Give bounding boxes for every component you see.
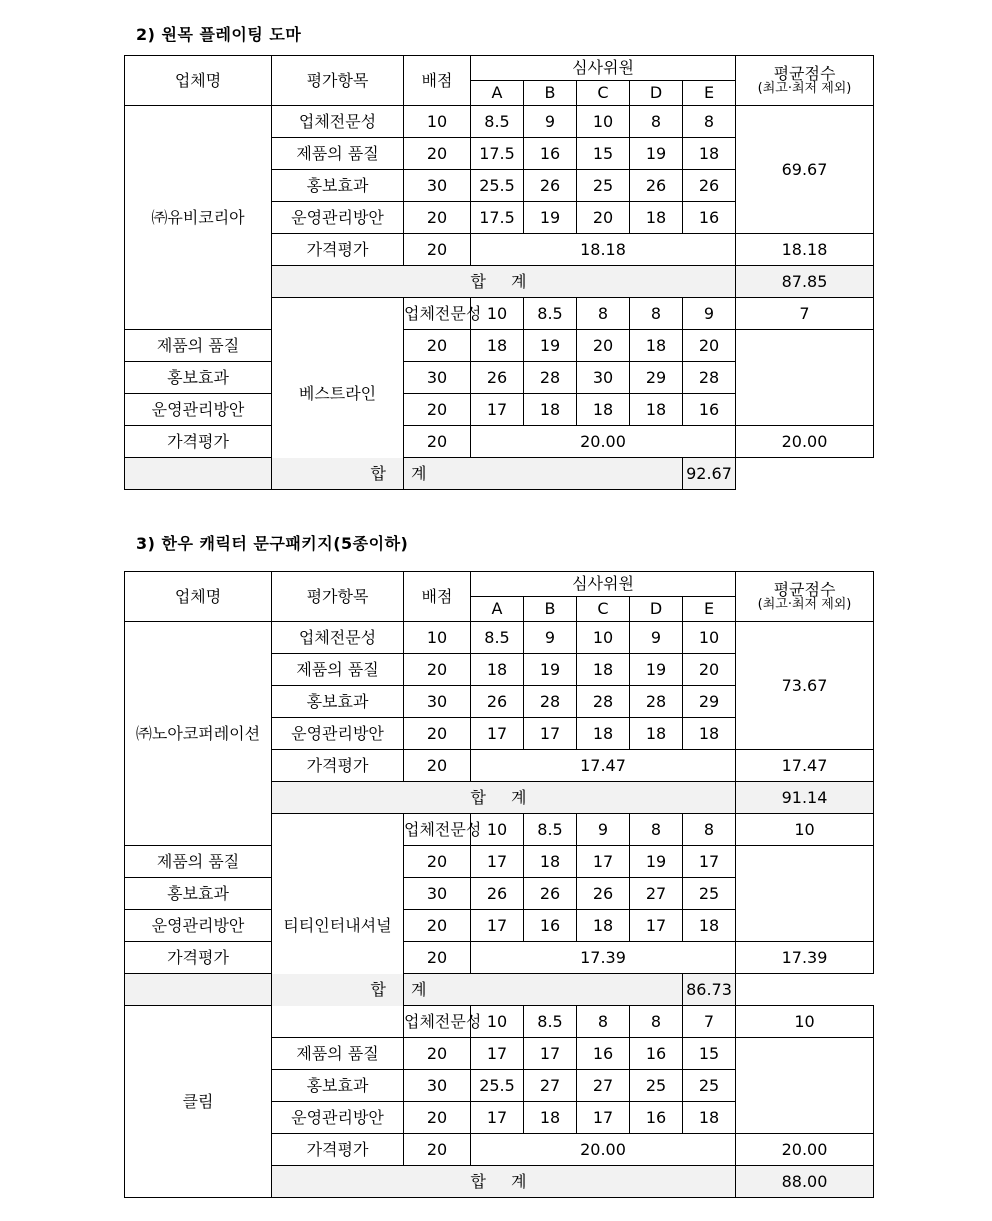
judge-score: 17 bbox=[577, 1102, 630, 1134]
judge-score: 25 bbox=[683, 1070, 736, 1102]
judge-score: 26 bbox=[524, 170, 577, 202]
judge-score: 27 bbox=[630, 878, 683, 910]
judge-letter: B bbox=[524, 597, 577, 622]
company-name: 베스트라인 bbox=[272, 298, 404, 490]
judge-score: 9 bbox=[524, 106, 577, 138]
judge-score: 8.5 bbox=[471, 106, 524, 138]
judge-letter: B bbox=[524, 81, 577, 106]
price-label: 가격평가 bbox=[125, 426, 272, 458]
judge-score: 17 bbox=[471, 1102, 524, 1134]
avg-header-label: 평균점수 bbox=[773, 580, 836, 599]
judge-score: 25 bbox=[630, 1070, 683, 1102]
judge-score: 18 bbox=[524, 394, 577, 426]
judge-score: 26 bbox=[471, 362, 524, 394]
judge-score: 25 bbox=[577, 170, 630, 202]
company-name: ㈜유비코리아 bbox=[125, 106, 272, 330]
judge-score: 20 bbox=[577, 330, 630, 362]
judge-score: 9 bbox=[630, 622, 683, 654]
judge-letter: D bbox=[630, 81, 683, 106]
judge-score: 18 bbox=[683, 910, 736, 942]
price-points: 20 bbox=[404, 234, 471, 266]
judge-score: 8 bbox=[683, 106, 736, 138]
judges-header: 심사위원 bbox=[471, 56, 736, 81]
judge-score: 7 bbox=[683, 1006, 736, 1038]
judge-score: 16 bbox=[524, 910, 577, 942]
judge-score: 18 bbox=[524, 1102, 577, 1134]
judge-score: 9 bbox=[524, 622, 577, 654]
item-name: 운영관리방안 bbox=[125, 394, 272, 426]
table-row bbox=[125, 394, 874, 426]
item-points: 20 bbox=[404, 846, 471, 878]
item-points: 10 bbox=[471, 1006, 524, 1038]
judge-score: 19 bbox=[630, 846, 683, 878]
score-table bbox=[124, 55, 874, 490]
item-points: 20 bbox=[404, 394, 471, 426]
item-points: 30 bbox=[404, 1070, 471, 1102]
judge-score: 8 bbox=[577, 1006, 630, 1038]
item-name: 홍보효과 bbox=[272, 686, 404, 718]
total-row bbox=[125, 458, 874, 490]
judge-score: 20 bbox=[683, 654, 736, 686]
header-row bbox=[125, 56, 874, 81]
judge-score: 26 bbox=[577, 878, 630, 910]
item-name: 운영관리방안 bbox=[272, 718, 404, 750]
price-avg: 18.18 bbox=[736, 234, 874, 266]
table-row bbox=[125, 910, 874, 942]
item-name: 업체전문성 bbox=[404, 1006, 471, 1038]
avg-score: 69.67 bbox=[736, 106, 874, 234]
total-label: 합 계 bbox=[125, 458, 683, 490]
judge-score: 18 bbox=[630, 718, 683, 750]
item-points: 10 bbox=[471, 298, 524, 330]
avg-header-label: 평균점수 bbox=[773, 64, 836, 83]
price-score: 17.39 bbox=[471, 942, 736, 974]
judge-score: 18 bbox=[683, 138, 736, 170]
judge-score: 15 bbox=[683, 1038, 736, 1070]
price-points: 20 bbox=[404, 942, 471, 974]
item-points: 30 bbox=[404, 170, 471, 202]
avg-score: 73.67 bbox=[736, 622, 874, 750]
price-label: 가격평가 bbox=[272, 750, 404, 782]
judge-score: 16 bbox=[524, 138, 577, 170]
table-row bbox=[125, 1006, 874, 1038]
judge-score: 18 bbox=[471, 654, 524, 686]
points-header: 배점 bbox=[404, 56, 471, 106]
total-label: 합 계 bbox=[272, 266, 736, 298]
price-avg: 17.47 bbox=[736, 750, 874, 782]
judge-score: 19 bbox=[630, 138, 683, 170]
judge-score: 18 bbox=[577, 718, 630, 750]
judge-score: 17 bbox=[524, 718, 577, 750]
item-name: 운영관리방안 bbox=[125, 910, 272, 942]
judges-header: 심사위원 bbox=[471, 572, 736, 597]
judge-letter: C bbox=[577, 597, 630, 622]
judge-letter: A bbox=[471, 81, 524, 106]
total-row bbox=[125, 974, 874, 1006]
item-points: 10 bbox=[404, 622, 471, 654]
judge-score: 25.5 bbox=[471, 1070, 524, 1102]
judge-score: 10 bbox=[683, 622, 736, 654]
avg-header-sub: (최고·최저 제외) bbox=[757, 597, 852, 612]
judge-score: 16 bbox=[683, 394, 736, 426]
judge-score: 8.5 bbox=[524, 814, 577, 846]
judge-score: 8 bbox=[630, 298, 683, 330]
judge-score: 18 bbox=[683, 1102, 736, 1134]
judge-score: 17 bbox=[471, 718, 524, 750]
judge-score: 18 bbox=[577, 394, 630, 426]
judge-score: 16 bbox=[630, 1038, 683, 1070]
item-name: 홍보효과 bbox=[125, 362, 272, 394]
total-label: 합 계 bbox=[272, 1166, 736, 1198]
item-points: 20 bbox=[404, 138, 471, 170]
price-points: 20 bbox=[404, 1134, 471, 1166]
judge-score: 7 bbox=[736, 298, 874, 330]
judge-score: 28 bbox=[524, 362, 577, 394]
item-name: 업체전문성 bbox=[272, 106, 404, 138]
judge-score: 8 bbox=[577, 298, 630, 330]
judge-score: 17 bbox=[471, 394, 524, 426]
judge-score: 28 bbox=[524, 686, 577, 718]
item-name: 운영관리방안 bbox=[272, 202, 404, 234]
price-label: 가격평가 bbox=[125, 942, 272, 974]
price-row bbox=[125, 426, 874, 458]
judge-score: 8 bbox=[630, 814, 683, 846]
judge-score: 17.5 bbox=[471, 202, 524, 234]
total-label: 합 계 bbox=[125, 974, 683, 1006]
judge-letter: E bbox=[683, 81, 736, 106]
item-points: 20 bbox=[404, 654, 471, 686]
price-avg: 20.00 bbox=[736, 426, 874, 458]
judge-score: 17 bbox=[471, 1038, 524, 1070]
judge-score: 17 bbox=[471, 910, 524, 942]
item-name: 운영관리방안 bbox=[272, 1102, 404, 1134]
item-name: 제품의 품질 bbox=[125, 846, 272, 878]
price-points: 20 bbox=[404, 750, 471, 782]
judge-score: 16 bbox=[683, 202, 736, 234]
item-name: 업체전문성 bbox=[404, 298, 471, 330]
price-score: 20.00 bbox=[471, 1134, 736, 1166]
company-name: 티티인터내셔널 bbox=[272, 814, 404, 1038]
price-label: 가격평가 bbox=[272, 1134, 404, 1166]
judge-score: 9 bbox=[683, 298, 736, 330]
judge-score: 18 bbox=[683, 718, 736, 750]
item-points: 30 bbox=[404, 362, 471, 394]
header-row bbox=[125, 572, 874, 597]
judge-score: 19 bbox=[524, 330, 577, 362]
table-row bbox=[125, 362, 874, 394]
judge-score: 25 bbox=[683, 878, 736, 910]
company-name: 클림 bbox=[125, 1006, 272, 1198]
total-score: 91.14 bbox=[736, 782, 874, 814]
judge-score: 18 bbox=[524, 846, 577, 878]
judge-letter: C bbox=[577, 81, 630, 106]
judge-score: 8.5 bbox=[524, 298, 577, 330]
table-row bbox=[125, 330, 874, 362]
item-name: 제품의 품질 bbox=[272, 654, 404, 686]
judge-score: 18 bbox=[577, 910, 630, 942]
item-header: 평가항목 bbox=[272, 56, 404, 106]
item-points: 30 bbox=[404, 686, 471, 718]
judge-score: 28 bbox=[577, 686, 630, 718]
item-points: 20 bbox=[404, 1038, 471, 1070]
price-score: 18.18 bbox=[471, 234, 736, 266]
item-name: 제품의 품질 bbox=[272, 1038, 404, 1070]
judge-score: 18 bbox=[630, 394, 683, 426]
judge-score: 27 bbox=[524, 1070, 577, 1102]
item-points: 20 bbox=[404, 1102, 471, 1134]
judge-score: 19 bbox=[630, 654, 683, 686]
judge-letter: E bbox=[683, 597, 736, 622]
avg-header-sub: (최고·최저 제외) bbox=[757, 81, 852, 96]
judge-score: 17 bbox=[524, 1038, 577, 1070]
price-avg: 17.39 bbox=[736, 942, 874, 974]
judge-letter: A bbox=[471, 597, 524, 622]
price-row bbox=[125, 942, 874, 974]
judge-score: 17.5 bbox=[471, 138, 524, 170]
judge-score: 17 bbox=[630, 910, 683, 942]
judge-score: 16 bbox=[630, 1102, 683, 1134]
table-row bbox=[125, 878, 874, 910]
judge-score: 17 bbox=[471, 846, 524, 878]
item-points: 20 bbox=[404, 202, 471, 234]
table-row bbox=[125, 846, 874, 878]
item-points: 10 bbox=[471, 814, 524, 846]
judge-score: 10 bbox=[577, 106, 630, 138]
judge-score: 26 bbox=[471, 878, 524, 910]
judge-score: 19 bbox=[524, 202, 577, 234]
judge-score: 28 bbox=[630, 686, 683, 718]
price-score: 17.47 bbox=[471, 750, 736, 782]
item-header: 평가항목 bbox=[272, 572, 404, 622]
total-score: 88.00 bbox=[736, 1166, 874, 1198]
item-name: 제품의 품질 bbox=[125, 330, 272, 362]
item-points: 30 bbox=[404, 878, 471, 910]
judge-score: 20 bbox=[577, 202, 630, 234]
judge-score: 8 bbox=[683, 814, 736, 846]
judge-score: 17 bbox=[577, 846, 630, 878]
company-header: 업체명 bbox=[125, 572, 272, 622]
price-avg: 20.00 bbox=[736, 1134, 874, 1166]
total-score: 92.67 bbox=[683, 458, 736, 490]
price-score: 20.00 bbox=[471, 426, 736, 458]
judge-score: 9 bbox=[577, 814, 630, 846]
item-points: 20 bbox=[404, 910, 471, 942]
judge-score: 16 bbox=[577, 1038, 630, 1070]
company-name: ㈜노아코퍼레이션 bbox=[125, 622, 272, 846]
item-name: 업체전문성 bbox=[404, 814, 471, 846]
item-name: 홍보효과 bbox=[272, 170, 404, 202]
judge-score: 10 bbox=[736, 814, 874, 846]
judge-score: 8 bbox=[630, 106, 683, 138]
judge-score: 27 bbox=[577, 1070, 630, 1102]
item-points: 20 bbox=[404, 718, 471, 750]
score-table bbox=[124, 571, 874, 1198]
judge-score: 26 bbox=[471, 686, 524, 718]
judge-score: 26 bbox=[683, 170, 736, 202]
total-score: 86.73 bbox=[683, 974, 736, 1006]
judge-score: 8.5 bbox=[524, 1006, 577, 1038]
item-name: 홍보효과 bbox=[125, 878, 272, 910]
judge-score: 18 bbox=[577, 654, 630, 686]
item-name: 홍보효과 bbox=[272, 1070, 404, 1102]
price-label: 가격평가 bbox=[272, 234, 404, 266]
judge-score: 29 bbox=[683, 686, 736, 718]
judge-score: 28 bbox=[683, 362, 736, 394]
judge-score: 18 bbox=[630, 330, 683, 362]
judge-score: 15 bbox=[577, 138, 630, 170]
item-points: 20 bbox=[404, 330, 471, 362]
price-points: 20 bbox=[404, 426, 471, 458]
judge-score: 10 bbox=[736, 1006, 874, 1038]
judge-score: 8 bbox=[630, 1006, 683, 1038]
judge-score: 19 bbox=[524, 654, 577, 686]
judge-score: 17 bbox=[683, 846, 736, 878]
avg-header bbox=[736, 572, 874, 622]
judge-score: 29 bbox=[630, 362, 683, 394]
judge-score: 10 bbox=[577, 622, 630, 654]
judge-score: 8.5 bbox=[471, 622, 524, 654]
avg-header bbox=[736, 56, 874, 106]
judge-score: 26 bbox=[630, 170, 683, 202]
judge-score: 26 bbox=[524, 878, 577, 910]
judge-score: 18 bbox=[471, 330, 524, 362]
table-row bbox=[125, 622, 874, 654]
item-points: 10 bbox=[404, 106, 471, 138]
judge-score: 20 bbox=[683, 330, 736, 362]
total-score: 87.85 bbox=[736, 266, 874, 298]
total-label: 합 계 bbox=[272, 782, 736, 814]
judge-score: 30 bbox=[577, 362, 630, 394]
item-name: 제품의 품질 bbox=[272, 138, 404, 170]
section-title: 2) 원목 플레이팅 도마 bbox=[136, 25, 302, 44]
table-row bbox=[125, 106, 874, 138]
points-header: 배점 bbox=[404, 572, 471, 622]
company-header: 업체명 bbox=[125, 56, 272, 106]
judge-score: 18 bbox=[630, 202, 683, 234]
section-title: 3) 한우 캐릭터 문구패키지(5종이하) bbox=[136, 534, 409, 553]
item-name: 업체전문성 bbox=[272, 622, 404, 654]
judge-score: 25.5 bbox=[471, 170, 524, 202]
judge-letter: D bbox=[630, 597, 683, 622]
